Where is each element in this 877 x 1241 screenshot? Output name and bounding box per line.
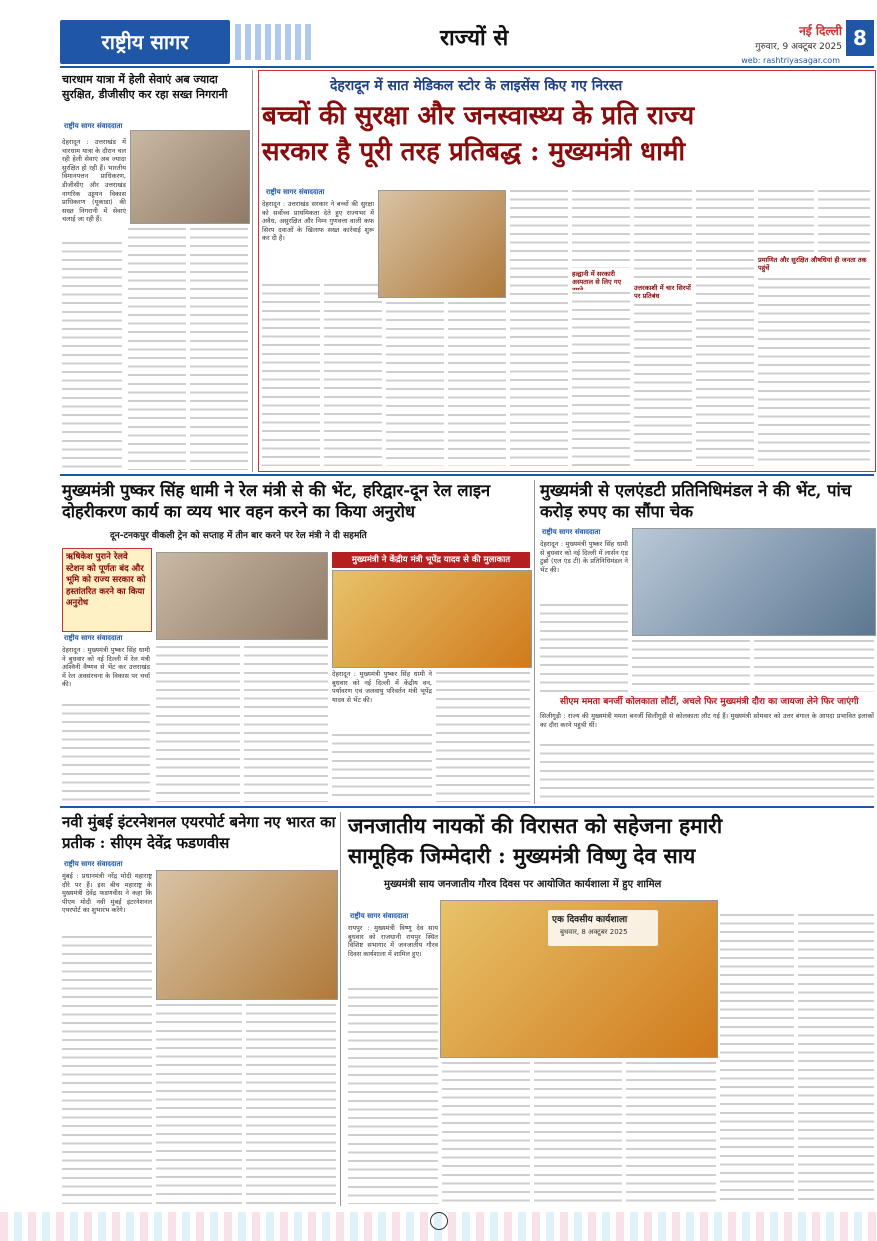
main-kicker: देहरादून में सात मेडिकल स्टोर के लाइसेंस किए गए निरस्त xyxy=(330,78,623,94)
main-column-text xyxy=(386,300,444,466)
left-lead-text: देहरादून : उत्तराखंड में चारधाम यात्रा के दौरान चल रही हेली सेवाएं अब ज्यादा सुरक्षित हो रही हैं। भारतीय विमानपत्तन प्राधिकरण, डीजीसीए और उत्तराखंड नागरिक उड्डयन विकास प्राधिकरण (यूकाडा) की सख्त निगरानी में सेवाएं चलाई जा रही हैं। xyxy=(62,138,126,224)
edition-date: गुरुवार, 9 अक्टूबर 2025 xyxy=(755,42,842,52)
airport-column-text xyxy=(246,1002,336,1204)
page-number: 8 xyxy=(846,20,874,56)
main-column-text xyxy=(758,188,814,254)
tribal-byline: राष्ट्रीय सागर संवाददाता xyxy=(350,912,409,920)
section-title: राज्यों से xyxy=(440,25,509,51)
main-column-text xyxy=(572,290,630,466)
rail-lead-text: देहरादून : मुख्यमंत्री पुष्कर सिंह धामी ने बुधवार को नई दिल्ली में रेल मंत्री अश्विनी वैष्णव से भेंट कर उत्तराखंड में रेल अवसंरचना के विकास पर चर्चा की। xyxy=(62,646,150,689)
fadnavis-photo xyxy=(156,870,338,1000)
main-column-text xyxy=(262,282,320,466)
main-column-text xyxy=(572,188,630,268)
minister-lead-text: देहरादून : मुख्यमंत्री पुष्कर सिंह धामी ने बुधवार को नई दिल्ली में केंद्रीय वन, पर्यावरण एवं जलवायु परिवर्तन मंत्री भूपेंद्र यादव से भेंट की। xyxy=(332,670,432,704)
main-column-text xyxy=(448,300,506,466)
heli-photo xyxy=(130,130,250,224)
left-byline: राष्ट्रीय सागर संवाददाता xyxy=(64,122,123,130)
section-rule xyxy=(60,806,874,808)
rail-column-text xyxy=(62,702,150,802)
main-column-text xyxy=(634,188,692,278)
main-column-text xyxy=(510,188,568,466)
airport-headline: नवी मुंबई इंटरनेशनल एयरपोर्ट बनेगा नए भारत का प्रतीक : सीएम देवेंद्र फडणवीस xyxy=(62,813,336,852)
main-column-text xyxy=(634,302,692,466)
newspaper-logo: राष्ट्रीय सागर xyxy=(60,20,230,64)
main-column-text xyxy=(324,282,382,466)
tribal-lead-text: रायपुर : मुख्यमंत्री विष्णु देव साय बुधवार को राजधानी रायपुर स्थित विशिष्ट सभागार में जनजातीय गौरव दिवस कार्यशाला में शामिल हुए। xyxy=(348,924,438,958)
left-column-text xyxy=(128,226,186,470)
main-column-text xyxy=(696,188,754,466)
left-headline: चारधाम यात्रा में हेली सेवाएं अब ज्यादा सुरक्षित, डीजीसीए कर रहा सख्त निगरानी xyxy=(62,73,228,101)
left-column-text xyxy=(62,240,122,470)
rail-meeting-photo xyxy=(156,552,328,640)
mamata-headline: सीएम ममता बनर्जी कोलकाता लौटीं, अचले फिर मुख्यमंत्री दौरा का जायजा लेने फिर जाएंगी xyxy=(560,697,859,707)
main-subhead-3: प्रमाणित और सुरक्षित औषधियां ही जनता तक पहुंचें xyxy=(758,256,867,272)
lnt-byline: राष्ट्रीय सागर संवाददाता xyxy=(542,528,601,536)
cm-dhami-photo xyxy=(378,190,506,298)
minister-meeting-banner: मुख्यमंत्री ने केंद्रीय मंत्री भूपेंद्र यादव से की मुलाकात xyxy=(332,552,530,568)
airport-byline: राष्ट्रीय सागर संवाददाता xyxy=(64,860,123,868)
minister-column-text xyxy=(436,670,530,802)
decorative-pattern xyxy=(235,24,315,60)
column-divider xyxy=(534,480,535,804)
airport-column-text xyxy=(156,1002,242,1204)
tribal-column-text xyxy=(798,912,874,1204)
header-rule xyxy=(60,66,874,68)
left-column-text xyxy=(190,226,248,470)
minister-meeting-photo xyxy=(332,570,532,668)
workshop-banner-title: एक दिवसीय कार्यशाला xyxy=(552,915,628,925)
minister-column-text xyxy=(332,732,432,802)
rail-callout-text: ऋषिकेश पुराने रेलवे स्टेशन को पूर्णतः बंद और भूमि को राज्य सरकार को हस्तांतरित करने का किया अनुरोध xyxy=(66,552,146,608)
mamata-lead-text: सिलीगुड़ी : राज्य की मुख्यमंत्री ममता बनर्जी सिलीगुड़ी से कोलकाता लौट गई हैं। मुख्यमंत्री सोमवार को उत्तर बंगाल के आपदा प्रभावित इलाकों का दौरा करने पहुंची थीं। xyxy=(540,712,874,729)
tribal-headline-line1: जनजातीय नायकों की विरासत को सहेजना हमारी xyxy=(348,813,723,838)
main-subhead-1: हल्द्वानी में सरकारी अस्पताल से लिए गए xyxy=(572,270,622,286)
lnt-cheque-photo xyxy=(632,528,876,636)
tribal-column-text xyxy=(626,1060,716,1204)
rail-column-text xyxy=(244,644,328,802)
main-column-text xyxy=(758,276,870,466)
mamata-column-text xyxy=(540,742,874,802)
lnt-column-text xyxy=(632,638,750,692)
lnt-column-text xyxy=(540,602,628,692)
tribal-column-text xyxy=(720,912,794,1204)
main-lead-text: देहरादून : उत्तराखंड सरकार ने बच्चों की सुरक्षा को सर्वोच्च प्राथमिकता देते हुए राज्यभर में अवैध, असुरक्षित और निम्न गुणवत्ता वाली कफ सिरप दवाओं के खिलाफ सख्त कार्रवाई शुरू कर दी है। xyxy=(262,200,374,243)
lnt-lead-text: देहरादून : मुख्यमंत्री पुष्कर सिंह धामी से बुधवार को नई दिल्ली में लार्सन एंड टुब्रो (एल एंड टी) के प्रतिनिधिमंडल ने भेंट की। xyxy=(540,540,628,574)
rail-subhead: दून-टनकपुर वीकली ट्रेन को सप्ताह में तीन बार करने पर रेल मंत्री ने दी सहमति xyxy=(110,531,367,541)
column-divider xyxy=(340,812,341,1206)
rail-column-text xyxy=(156,644,240,802)
tribal-column-text xyxy=(348,986,438,1204)
main-subhead-2: उत्तरकाशी में चार सिरपों पर प्रतिबंध xyxy=(634,284,691,300)
rail-headline: मुख्यमंत्री पुष्कर सिंह धामी ने रेल मंत्री से की भेंट, हरिद्वार-दून रेल लाइन दोहरीकरण कार्य का व्यय भार वहन करने का किया अनुरोध xyxy=(62,481,491,521)
airport-lead-text: मुंबई : प्रधानमंत्री नरेंद्र मोदी महाराष्ट्र दौरे पर हैं। इस बीच महाराष्ट्र के मुख्यमंत्री देवेंद्र फडणवीस ने कहा कि पीएम मोदी नवी मुंबई इंटरनेशनल एयरपोर्ट का शुभारंभ करेंगे। xyxy=(62,872,152,915)
column-divider xyxy=(252,70,253,472)
lnt-column-text xyxy=(754,638,874,692)
tribal-headline-line2: सामूहिक जिम्मेदारी : मुख्यमंत्री विष्णु देव साय xyxy=(348,843,696,868)
section-rule xyxy=(60,474,874,476)
main-byline: राष्ट्रीय सागर संवाददाता xyxy=(266,188,325,196)
lnt-headline: मुख्यमंत्री से एलएंडटी प्रतिनिधिमंडल ने की भेंट, पांच करोड़ रुपए का सौंपा चेक xyxy=(540,481,852,521)
registration-mark-icon xyxy=(430,1212,448,1230)
tribal-column-text xyxy=(534,1060,622,1204)
main-headline-line2: सरकार है पूरी तरह प्रतिबद्ध : मुख्यमंत्री धामी xyxy=(262,137,686,167)
edition-city: नई दिल्ली xyxy=(799,24,842,38)
rail-byline: राष्ट्रीय सागर संवाददाता xyxy=(64,634,123,642)
website-link[interactable]: web: rashtriyasagar.com xyxy=(741,56,840,65)
tribal-column-text xyxy=(442,1060,530,1204)
tribal-subhead: मुख्यमंत्री साय जनजातीय गौरव दिवस पर आयोजित कार्यशाला में हुए शामिल xyxy=(384,879,662,890)
workshop-banner-date: बुधवार, 8 अक्टूबर 2025 xyxy=(560,928,628,936)
airport-column-text xyxy=(62,934,152,1204)
main-headline-line1: बच्चों की सुरक्षा और जनस्वास्थ्य के प्रति राज्य xyxy=(262,101,695,131)
main-column-text xyxy=(818,188,870,254)
